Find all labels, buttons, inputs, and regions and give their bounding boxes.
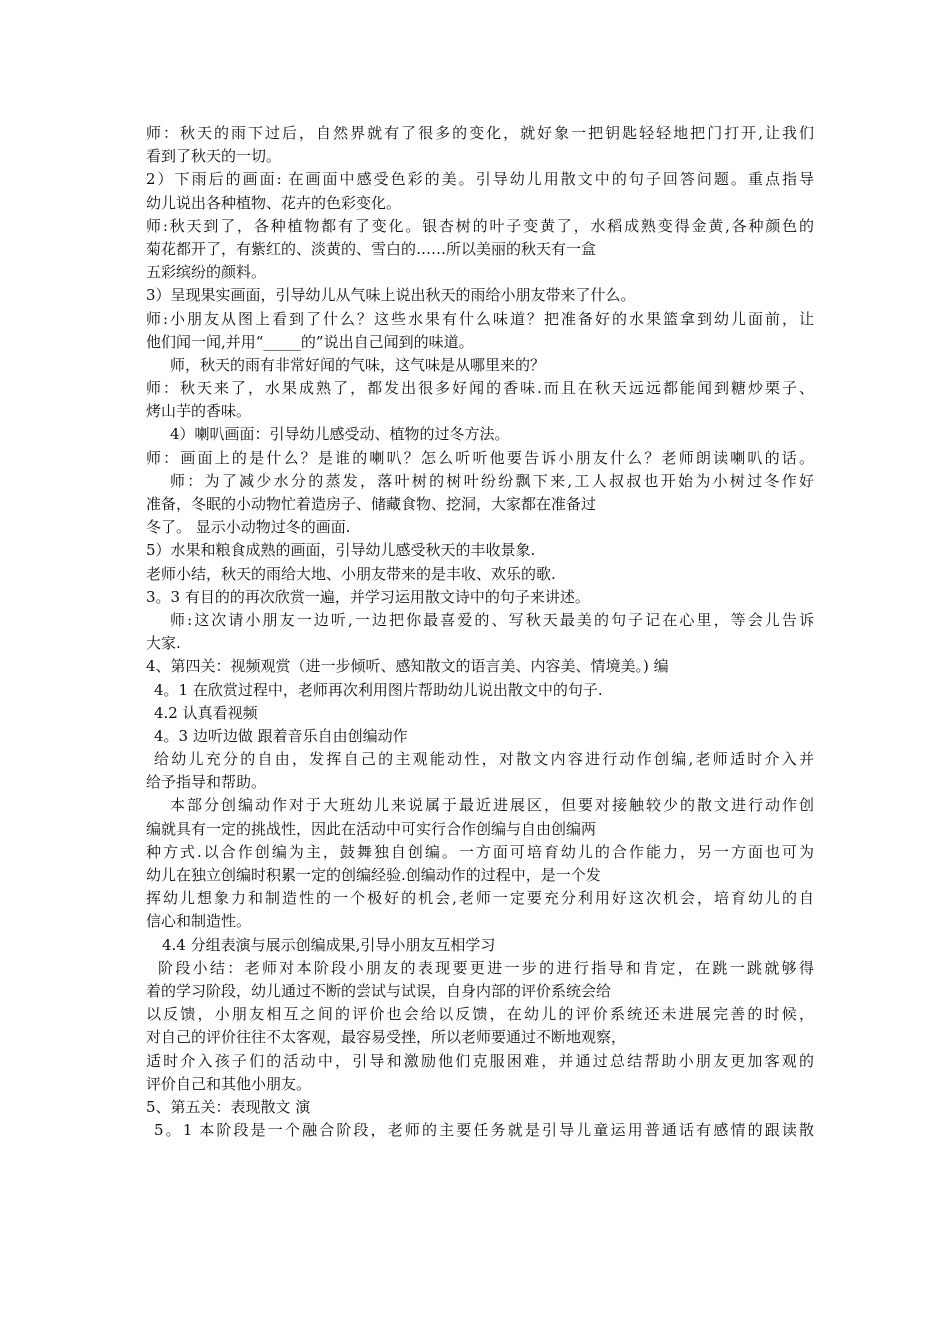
text-line: 师:秋天到了，各种植物都有了变化。银杏树的叶子变黄了，水稻成熟变得金黄,各种颜色的	[146, 216, 814, 235]
text-line: 阶段小结：老师对本阶段小朋友的表现要更进一步的进行指导和肯定，在跳一跳就够得	[158, 958, 814, 977]
text-line: 4。3 边听边做 跟着音乐自由创编动作	[154, 726, 408, 745]
text-line: 烤山芋的香味。	[146, 402, 252, 421]
text-line: 5、第五关：表现散文 演	[146, 1097, 311, 1116]
text-line: 他们闻一闻,并用“_____的”说出自己闻到的味道。	[146, 332, 474, 351]
text-line: 幼儿说出各种植物、花卉的色彩变化。	[146, 193, 402, 212]
text-line: 4、第四关：视频观赏（进一步倾听、感知散文的语言美、内容美、情境美。) 编	[146, 657, 669, 676]
text-line: 给予指导和帮助。	[146, 773, 267, 792]
text-line: 5。1 本阶段是一个融合阶段，老师的主要任务就是引导儿童运用普通话有感情的跟读散	[154, 1121, 814, 1140]
text-line: 冬了。 显示小动物过冬的画面.	[146, 518, 351, 537]
text-line: 对自己的评价往往不太客观，最容易受挫，所以老师要通过不断地观察，	[146, 1028, 627, 1047]
text-line: 5）水果和粮食成熟的画面，引导幼儿感受秋天的丰收景象.	[146, 541, 536, 560]
text-line: 师，秋天的雨有非常好闻的气味，这气味是从哪里来的？	[170, 355, 546, 374]
text-line: 适时介入孩子们的活动中，引导和激励他们克服困难，并通过总结帮助小朋友更加客观的	[146, 1051, 814, 1070]
text-line: 信心和制造性。	[146, 912, 252, 931]
document-body	[146, 122, 814, 1142]
text-line: 幼儿在独立创编时积累一定的创编经验.创编动作的过程中，是一个发	[146, 866, 601, 884]
text-line: 师：秋天的雨下过后，自然界就有了很多的变化，就好象一把钥匙轻轻地把门打开,让我们	[146, 124, 814, 142]
text-line: 着的学习阶段，幼儿通过不断的尝试与试误，自身内部的评价系统会给	[146, 981, 612, 1000]
text-line: 2）下雨后的画面: 在画面中感受色彩的美。引导幼儿用散文中的句子回答问题。重点指导	[146, 170, 814, 189]
text-line: 老师小结，秋天的雨给大地、小朋友带来的是丰收、欢乐的歌.	[146, 564, 556, 583]
text-line: 4）喇叭画面：引导幼儿感受动、植物的过冬方法。	[170, 425, 510, 444]
text-line: 菊花都开了，有紫红的、淡黄的、雪白的……所以美丽的秋天有一盒	[146, 239, 597, 258]
text-line: 3）呈现果实画面，引导幼儿从气味上说出秋天的雨给小朋友带来了什么。	[146, 286, 636, 305]
text-line: 4.4 分组表演与展示创编成果,引导小朋友互相学习	[162, 935, 496, 954]
text-line: 师：画面上的是什么？是谁的喇叭？怎么听听他要告诉小朋友什么？老师朗读喇叭的话。	[146, 448, 814, 467]
text-line: 评价自己和其他小朋友。	[146, 1074, 312, 1093]
text-line: 师:小朋友从图上看到了什么？这些水果有什么味道？把准备好的水果篮拿到幼儿面前，让	[146, 309, 814, 328]
text-line: 种方式.以合作创编为主，鼓舞独自创编。一方面可培育幼儿的合作能力，另一方面也可为	[146, 842, 814, 861]
text-line: 以反馈，小朋友相互之间的评价也会给以反馈，在幼儿的评价系统还未进展完善的时候，	[146, 1005, 814, 1024]
text-line: 4.2 认真看视频	[154, 703, 258, 722]
text-line: 4。1 在欣赏过程中，老师再次利用图片帮助幼儿说出散文中的句子.	[154, 680, 603, 699]
text-line: 准备，冬眠的小动物忙着造房子、储藏食物、挖洞，大家都在准备过	[146, 495, 597, 513]
text-line: 3。3 有目的的再次欣赏一遍，并学习运用散文诗中的句子来讲述。	[146, 587, 590, 606]
text-line: 看到了秋天的一切。	[146, 147, 282, 166]
text-line: 师:这次请小朋友一边听,一边把你最喜爱的、写秋天最美的句子记在心里，等会儿告诉	[170, 610, 814, 629]
text-line: 给幼儿充分的自由，发挥自己的主观能动性，对散文内容进行动作创编,老师适时介入并	[154, 750, 814, 769]
text-line: 师：秋天来了，水果成熟了，都发出很多好闻的香味.而且在秋天远远都能闻到糖炒栗子、	[146, 379, 814, 398]
text-line: 师：为了减少水分的蒸发，落叶树的树叶纷纷飘下来,工人叔叔也开始为小树过冬作好	[170, 471, 814, 490]
text-line: 编就具有一定的挑战性，因此在活动中可实行合作创编与自由创编两	[146, 819, 597, 838]
text-line: 挥幼儿想象力和制造性的一个极好的机会,老师一定要充分利用好这次机会，培育幼儿的自	[146, 889, 814, 908]
text-line: 大家.	[146, 634, 181, 653]
text-line: 五彩缤纷的颜料。	[146, 263, 267, 282]
text-line: 本部分创编动作对于大班幼儿来说属于最近进展区，但要对接触较少的散文进行动作创	[170, 796, 814, 815]
